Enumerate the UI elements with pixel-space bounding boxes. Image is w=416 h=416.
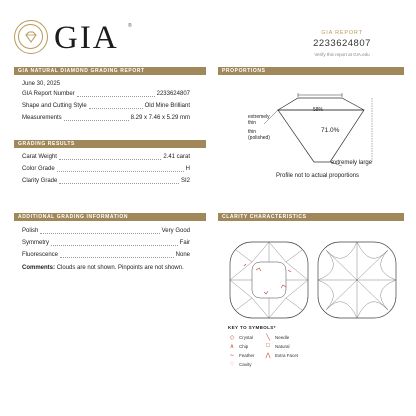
needle-icon: ╲: [266, 335, 270, 341]
depth-percent: 71.0%: [321, 127, 340, 134]
report-label: GIA REPORT: [321, 30, 363, 36]
row-color: Color Grade H: [22, 166, 190, 172]
girdle-label-low1: thin: [248, 129, 257, 135]
diamond-seal-icon: [14, 20, 48, 54]
cavity-icon: ◌: [230, 361, 234, 367]
registered-mark: ®: [128, 23, 132, 29]
symbol-feather: ∼ Feather: [229, 353, 255, 359]
verify-link[interactable]: Verify this report at GIA.edu: [314, 52, 370, 57]
extra-facet-icon: ⋀: [265, 353, 271, 359]
chip-icon: ∧: [229, 344, 235, 350]
proportions-header: PROPORTIONS: [218, 67, 404, 75]
culet-label: extremely large: [331, 160, 373, 166]
gia-logo: [14, 20, 134, 56]
comments: Comments: Clouds are not shown. Pinpoints are not shown.: [22, 265, 184, 271]
symbol-extra-facet: ⋀ Extra Facet: [265, 353, 299, 359]
additional-info-header: ADDITIONAL GRADING INFORMATION: [14, 213, 206, 221]
row-shape-cut: Shape and Cutting Style Old Mine Brilliant: [22, 103, 190, 109]
symbol-chip: ∧ Chip: [229, 344, 249, 350]
grading-results-header: GRADING RESULTS: [14, 140, 206, 148]
key-to-symbols-title: KEY TO SYMBOLS*: [228, 325, 276, 330]
logo-text: GIA: [54, 20, 119, 56]
row-measurements: Measurements 8.29 x 7.46 x 5.29 mm: [22, 115, 190, 121]
girdle-label-mid: thin: [248, 120, 257, 126]
row-polish: Polish Very Good: [22, 228, 190, 234]
row-fluorescence: Fluorescence None: [22, 252, 190, 258]
row-carat: Carat Weight 2.41 carat: [22, 154, 190, 160]
row-symmetry: Symmetry Fair: [22, 240, 190, 246]
report-number: 2233624807: [313, 38, 371, 49]
clarity-plot-pavilion: [314, 240, 400, 320]
natural-report-header: GIA NATURAL DIAMOND GRADING REPORT: [14, 67, 206, 75]
table-percent: 58%: [313, 107, 324, 113]
clarity-header: CLARITY CHARACTERISTICS: [218, 213, 404, 221]
report-date: June 30, 2025: [22, 81, 61, 87]
crystal-icon: ◇: [229, 335, 235, 341]
clarity-plot-crown: [226, 240, 312, 320]
feather-icon: ∼: [229, 353, 235, 359]
symbol-natural: □ Natural: [264, 343, 290, 349]
proportions-note: Profile not to actual proportions: [276, 173, 360, 179]
row-clarity: Clarity Grade SI2: [22, 178, 190, 184]
symbol-needle: ╲ Needle: [264, 334, 289, 341]
row-report-number: GIA Report Number 2233624807: [22, 91, 190, 97]
proportions-diagram: [218, 80, 404, 170]
girdle-label-top: extremely: [248, 114, 270, 120]
symbol-crystal: ◇ Crystal: [229, 335, 254, 341]
girdle-label-low2: (polished): [248, 135, 270, 141]
natural-icon: □: [266, 343, 270, 349]
symbol-cavity: ◌ Cavity: [228, 361, 252, 367]
